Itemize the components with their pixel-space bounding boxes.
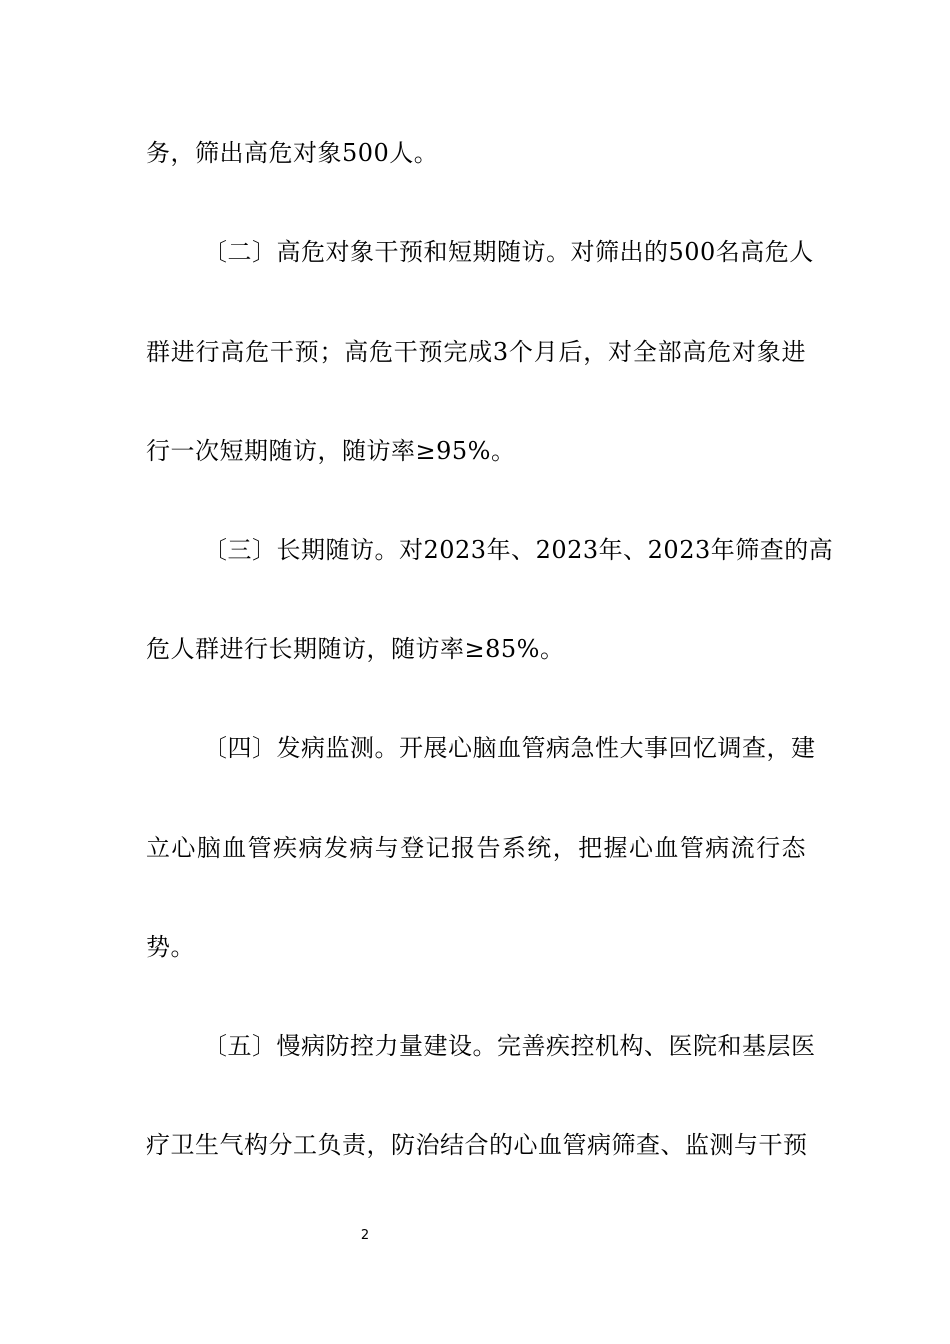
text-line-7: 〔四〕发病监测。开展心脑血管病急性大事回忆调查，建 (203, 734, 816, 762)
text-line-5: 〔三〕长期随访。对2023年、2023年、2023年筛查的高 (203, 536, 834, 564)
text-line-4: 行一次短期随访，随访率≥95%。 (146, 437, 516, 465)
page-number: 2 (360, 1228, 370, 1243)
text-line-11: 疗卫生气构分工负责，防治结合的心血管病筛查、监测与干预 (146, 1131, 808, 1159)
text-line-6: 危人群进行长期随访，随访率≥85%。 (146, 635, 565, 663)
text-line-3: 群进行高危干预；高危干预完成3个月后，对全部高危对象进 (146, 338, 806, 366)
text-line-9: 势。 (146, 933, 195, 961)
text-line-2: 〔二〕高危对象干预和短期随访。对筛出的500名高危人 (203, 238, 814, 266)
text-line-1: 务，筛出高危对象500人。 (146, 139, 439, 167)
text-line-10: 〔五〕慢病防控力量建设。完善疾控机构、医院和基层医 (203, 1032, 816, 1060)
text-line-8: 立心脑血管疾病发病与登记报告系统，把握心血管病流行态 (146, 834, 806, 862)
